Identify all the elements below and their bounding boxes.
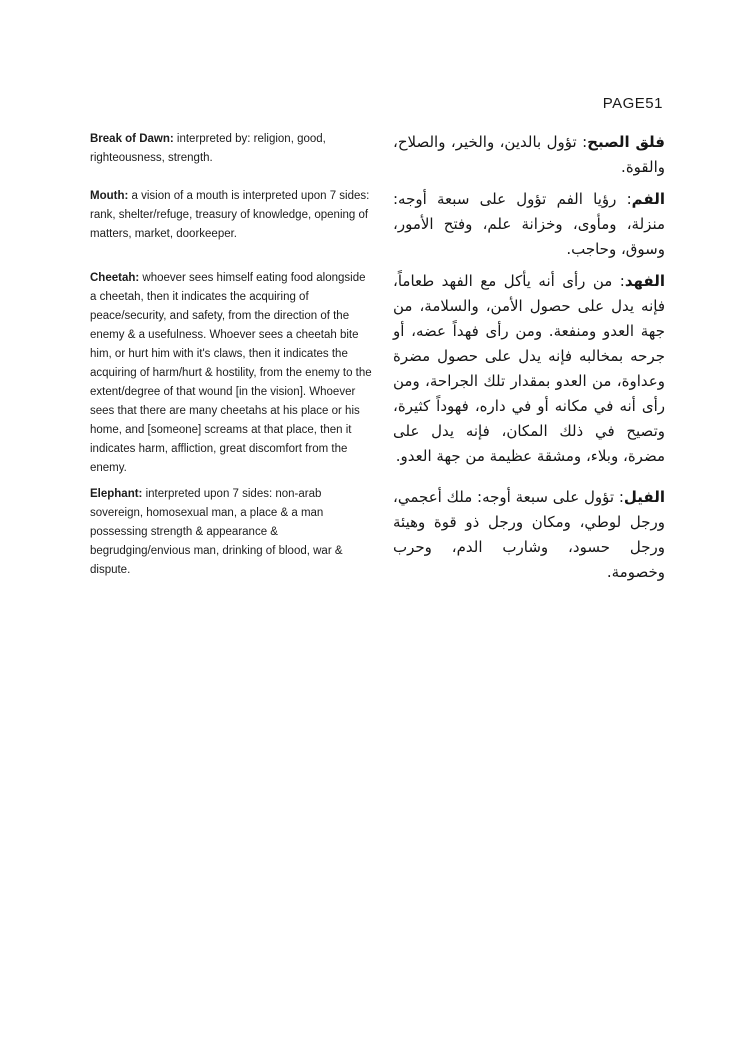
term-english: Mouth: — [90, 190, 129, 202]
term-arabic: فلق الصبح — [587, 133, 665, 151]
definition-arabic: : من رأى أنه يأكل مع الفهد طعاماً، فإنه يدل على حصول الأمن، والسلامة، من جهة العدو ومنفعة. ومن رأى فهداً عضه، أو جرحه بمخالبه فإنه يدل على حصول مضرة وعداوة، من العدو بمقدار تلك الجراحة، ومن رأى أنه في مكانه أو في داره، فهوداً كثيرة، وتصيح في ذلك المكان، فإنه يدل على مضرة، وبلاء، ومشقة عظيمة من جهة العدو. — [393, 272, 665, 465]
term-english: Cheetah: — [90, 272, 140, 284]
definition-english: whoever sees himself eating food alongside a cheetah, then it indicates the acquiring of peace/security, and safety, from the direction of the enemy & a usefulness. Whoever sees a cheetah bite him, or hurt him with it's claws, then it indicates the acquiring of harm/hurt & hostility, from the enemy to the extent/degree of that wound [in the vision]. Whoever sees that there are many cheetahs at his place or his home, and [someone] screams at that place, then it indicates harm, affliction, great discomfort from the enemy. — [90, 272, 372, 474]
definition-english: interpreted by: religion, good, righteousness, strength. — [90, 133, 326, 164]
translation-table — [90, 130, 665, 585]
translation-row-cheetah — [90, 269, 665, 478]
term-english: Elephant: — [90, 488, 143, 500]
document-page — [90, 94, 665, 592]
definition-arabic: : رؤيا الفم تؤول على سبعة أوجه: منزلة، ومأوى، وخزانة علم، وفتح الأمور، وسوق، وحاجب. — [393, 190, 665, 258]
term-arabic: الفهد — [624, 272, 665, 290]
english-paragraph — [90, 187, 373, 244]
term-arabic: الفم — [631, 190, 665, 208]
english-paragraph — [90, 269, 373, 478]
definition-arabic: : تؤول بالدين، والخير، والصلاح، والقوة. — [393, 133, 665, 176]
translation-row-elephant — [90, 485, 665, 585]
term-english: Break of Dawn: — [90, 133, 174, 145]
definition-arabic: : تؤول على سبعة أوجه: ملك أعجمي، ورجل لوطي، ومكان ورجل ذو قوة وهيئة ورجل حسود، وشارب الدم، وحرب وخصومة. — [393, 488, 665, 581]
arabic-paragraph — [393, 130, 665, 180]
english-paragraph — [90, 130, 373, 168]
page-number: PAGE51 — [602, 95, 663, 112]
arabic-paragraph — [393, 187, 665, 262]
translation-row-mouth — [90, 187, 665, 262]
arabic-paragraph — [393, 485, 665, 585]
term-arabic: الفيل — [623, 488, 665, 506]
definition-english: a vision of a mouth is interpreted upon 7 sides: rank, shelter/refuge, treasury of knowledge, opening of matters, market, doorkeeper. — [90, 190, 370, 240]
definition-english: interpreted upon 7 sides: non-arab sovereign, homosexual man, a place & a man possessing strength & appearance & begrudging/envious man, drinking of blood, war & dispute. — [90, 488, 343, 576]
translation-row-break-of-dawn — [90, 130, 665, 180]
arabic-paragraph — [393, 269, 665, 469]
english-paragraph — [90, 485, 373, 580]
